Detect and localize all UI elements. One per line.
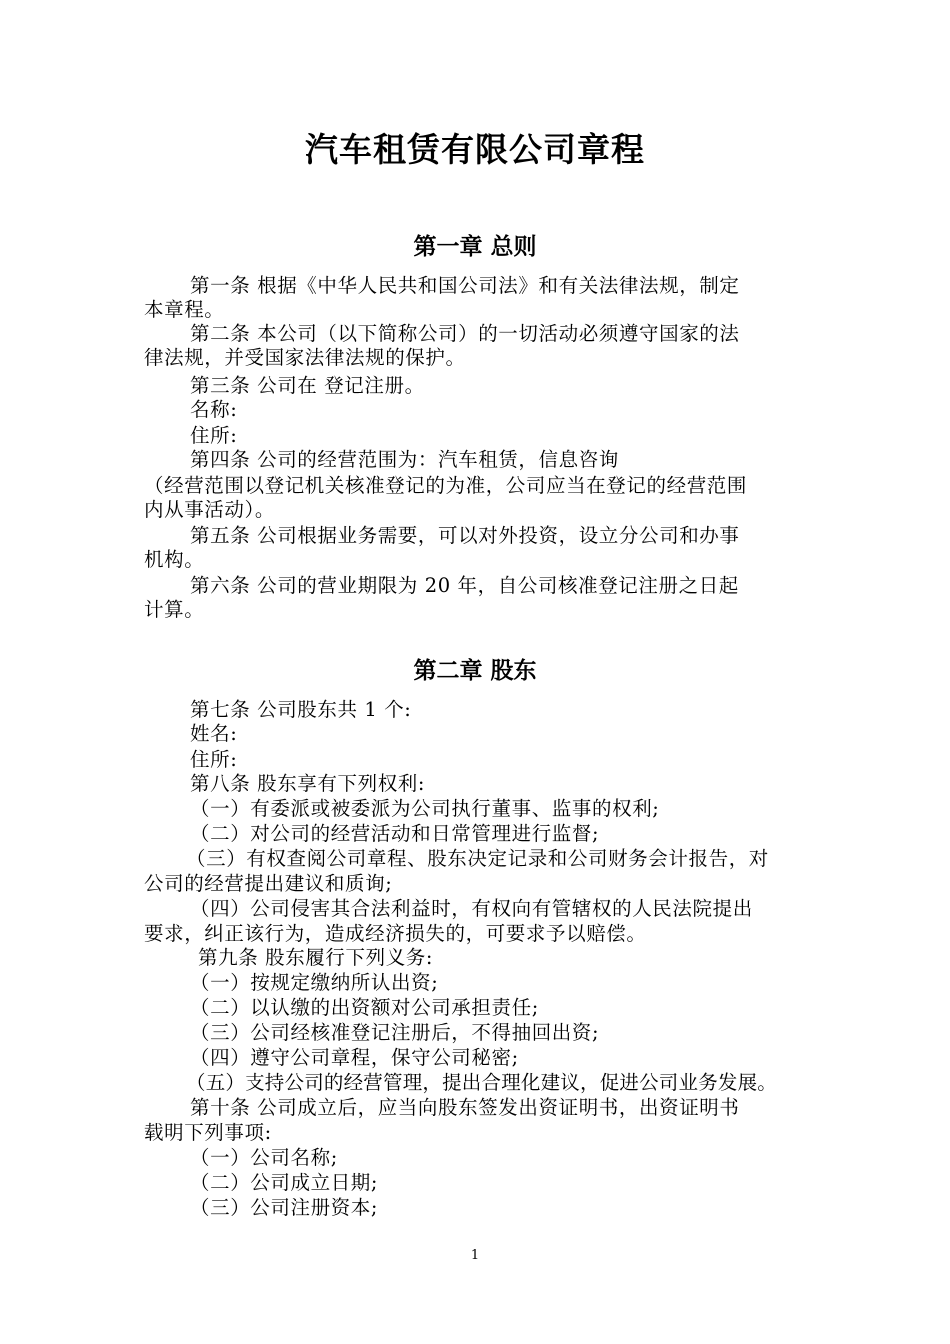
article-10-item-1: （一）公司名称; <box>190 1146 338 1169</box>
article-8-line: 第八条 股东享有下列权利: <box>190 772 426 795</box>
article-6-line-1: 第六条 公司的营业期限为 20 年，自公司核准登记注册之日起 <box>190 574 739 597</box>
article-5-line-2: 机构。 <box>144 548 205 571</box>
article-6-line-2: 计算。 <box>144 598 205 621</box>
article-3-name-field: 名称: <box>190 398 238 421</box>
article-3-address-field: 住所: <box>190 424 238 447</box>
article-1-line-1: 第一条 根据《中华人民共和国公司法》和有关法律法规，制定 <box>190 274 740 297</box>
article-9-item-5: （五）支持公司的经营管理，提出合理化建议，促进公司业务发展。 <box>186 1071 778 1094</box>
article-10-item-3: （三）公司注册资本; <box>190 1196 379 1219</box>
article-8-item-2: （二）对公司的经营活动和日常管理进行监督; <box>190 822 600 845</box>
article-9-item-3: （三）公司经核准登记注册后，不得抽回出资; <box>190 1021 600 1044</box>
article-9-item-4: （四）遵守公司章程，保守公司秘密; <box>190 1046 519 1069</box>
article-7-address-field: 住所: <box>190 748 238 771</box>
article-5-line-1: 第五条 公司根据业务需要，可以对外投资，设立分公司和办事 <box>190 524 740 547</box>
article-8-item-4-line-1: （四）公司侵害其合法利益时，有权向有管辖权的人民法院提出 <box>190 897 753 920</box>
article-7-name-field: 姓名: <box>190 722 238 745</box>
article-2-line-2: 律法规，并受国家法律法规的保护。 <box>144 346 466 369</box>
chapter-2-heading: 第二章 股东 <box>413 658 537 684</box>
article-10-line-1: 第十条 公司成立后，应当向股东签发出资证明书，出资证明书 <box>190 1096 740 1119</box>
article-9-line: 第九条 股东履行下列义务: <box>198 946 434 969</box>
document-title: 汽车租赁有限公司章程 <box>305 130 645 169</box>
page-number: 1 <box>470 1248 480 1263</box>
article-4-line-1: 第四条 公司的经营范围为：汽车租赁，信息咨询 <box>190 448 619 471</box>
article-8-item-1: （一）有委派或被委派为公司执行董事、监事的权利; <box>190 797 660 820</box>
article-8-item-4-line-2: 要求，纠正该行为，造成经济损失的，可要求予以赔偿。 <box>144 922 647 945</box>
article-4-line-3: 内从事活动）。 <box>144 498 275 521</box>
article-1-line-2: 本章程。 <box>144 298 225 321</box>
article-9-item-1: （一）按规定缴纳所认出资; <box>190 971 439 994</box>
chapter-1-heading: 第一章 总则 <box>413 234 537 260</box>
article-2-line-1: 第二条 本公司（以下简称公司）的一切活动必须遵守国家的法 <box>190 322 740 345</box>
article-10-item-2: （二）公司成立日期; <box>190 1171 379 1194</box>
article-8-item-3-line-2: 公司的经营提出建议和质询; <box>144 872 393 895</box>
article-4-line-2: （经营范围以登记机关核准登记的为准，公司应当在登记的经营范围 <box>144 474 748 497</box>
article-8-item-3-line-1: （三）有权查阅公司章程、股东决定记录和公司财务会计报告，对 <box>186 847 769 870</box>
article-3-line: 第三条 公司在 登记注册。 <box>190 374 425 397</box>
article-10-line-2: 载明下列事项: <box>144 1121 272 1144</box>
article-7-line: 第七条 公司股东共 1 个: <box>190 698 412 721</box>
article-9-item-2: （二）以认缴的出资额对公司承担责任; <box>190 996 539 1019</box>
